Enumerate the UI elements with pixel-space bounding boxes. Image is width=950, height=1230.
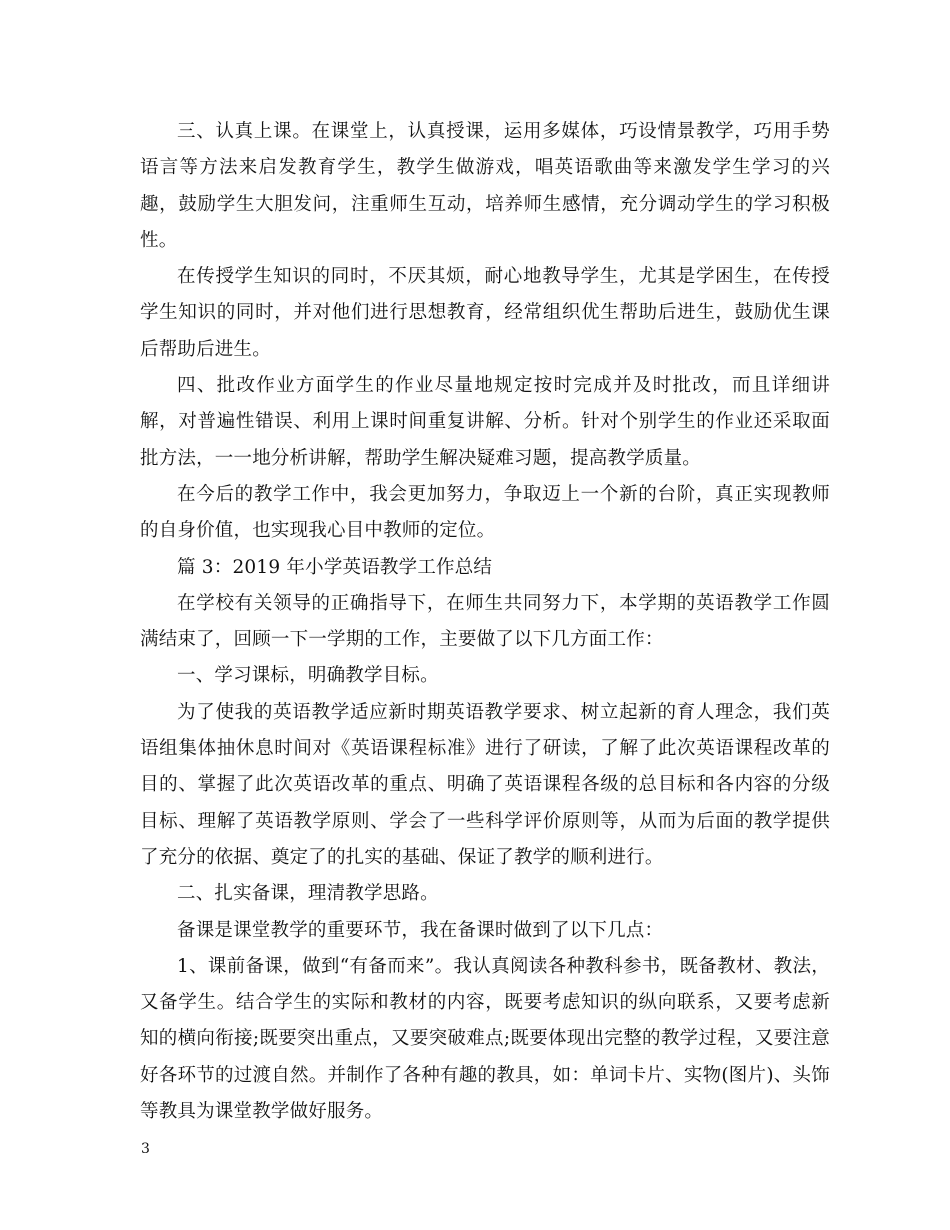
paragraph-future-work: 在今后的教学工作中，我会更加努力，争取迈上一个新的台阶，真正实现教师的自身价值，也实现我心目中教师的定位。 [140, 483, 830, 542]
document-body [140, 114, 830, 1130]
paragraph-homework-correction: 四、批改作业方面学生的作业尽量地规定按时完成并及时批改，而且详细讲解，对普遍性错误、利用上课时间重复讲解、分析。针对个别学生的作业还采取面批方法，一一地分析讲解，帮助学生解决疑难习题，提高教学质量。 [140, 375, 830, 469]
paragraph-patient-teaching: 在传授学生知识的同时，不厌其烦，耐心地教导学生，尤其是学困生，在传授学生知识的同时，并对他们进行思想教育，经常组织优生帮助后进生，鼓励优生课后帮助后进生。 [140, 266, 830, 360]
paragraph-curriculum-study: 为了使我的英语教学适应新时期英语教学要求、树立起新的育人理念，我们英语组集体抽休息时间对《英语课程标准》进行了研读，了解了此次英语课程改革的目的、掌握了此次英语改革的重点、明确了英语课程各级的总目标和各内容的分级目标、理解了英语教学原则、学会了一些科学评价原则等，从而为后面的教学提供了充分的依据、奠定了的扎实的基础、保证了教学的顺利进行。 [140, 701, 830, 868]
section-heading-part-3: 篇 3：2019 年小学英语教学工作总结 [177, 556, 493, 578]
paragraph-heading-curriculum: 一、学习课标，明确教学目标。 [177, 665, 439, 687]
page-number: 3 [141, 1141, 150, 1157]
paragraph-heading-lesson-prep: 二、扎实备课，理清教学思路。 [177, 883, 439, 905]
paragraph-lesson-prep-intro: 备课是课堂教学的重要环节，我在备课时做到了以下几点： [177, 919, 664, 941]
paragraph-pre-class-prep: 1、课前备课，做到“有备而来”。我认真阅读各种教科参书，既备教材、教法，又备学生。结合学生的实际和教材的内容，既要考虑知识的纵向联系，又要考虑新知的横向衔接;既要突出重点，又要突破难点;既要体现出完整的教学过程，又要注意好各环节的过渡自然。并制作了各种有趣的教具，如：单词卡片、实物(图片)、头饰等教具为课堂教学做好服务。 [140, 955, 830, 1123]
paragraph-semester-intro: 在学校有关领导的正确指导下，在师生共同努力下，本学期的英语教学工作圆满结束了，回顾一下一学期的工作，主要做了以下几方面工作： [140, 592, 830, 651]
paragraph-class-conduct: 三、认真上课。在课堂上，认真授课，运用多媒体，巧设情景教学，巧用手势语言等方法来启发教育学生，教学生做游戏，唱英语歌曲等来激发学生学习的兴趣，鼓励学生大胆发问，注重师生互动，培养师生感情，充分调动学生的学习积极性。 [140, 121, 830, 251]
